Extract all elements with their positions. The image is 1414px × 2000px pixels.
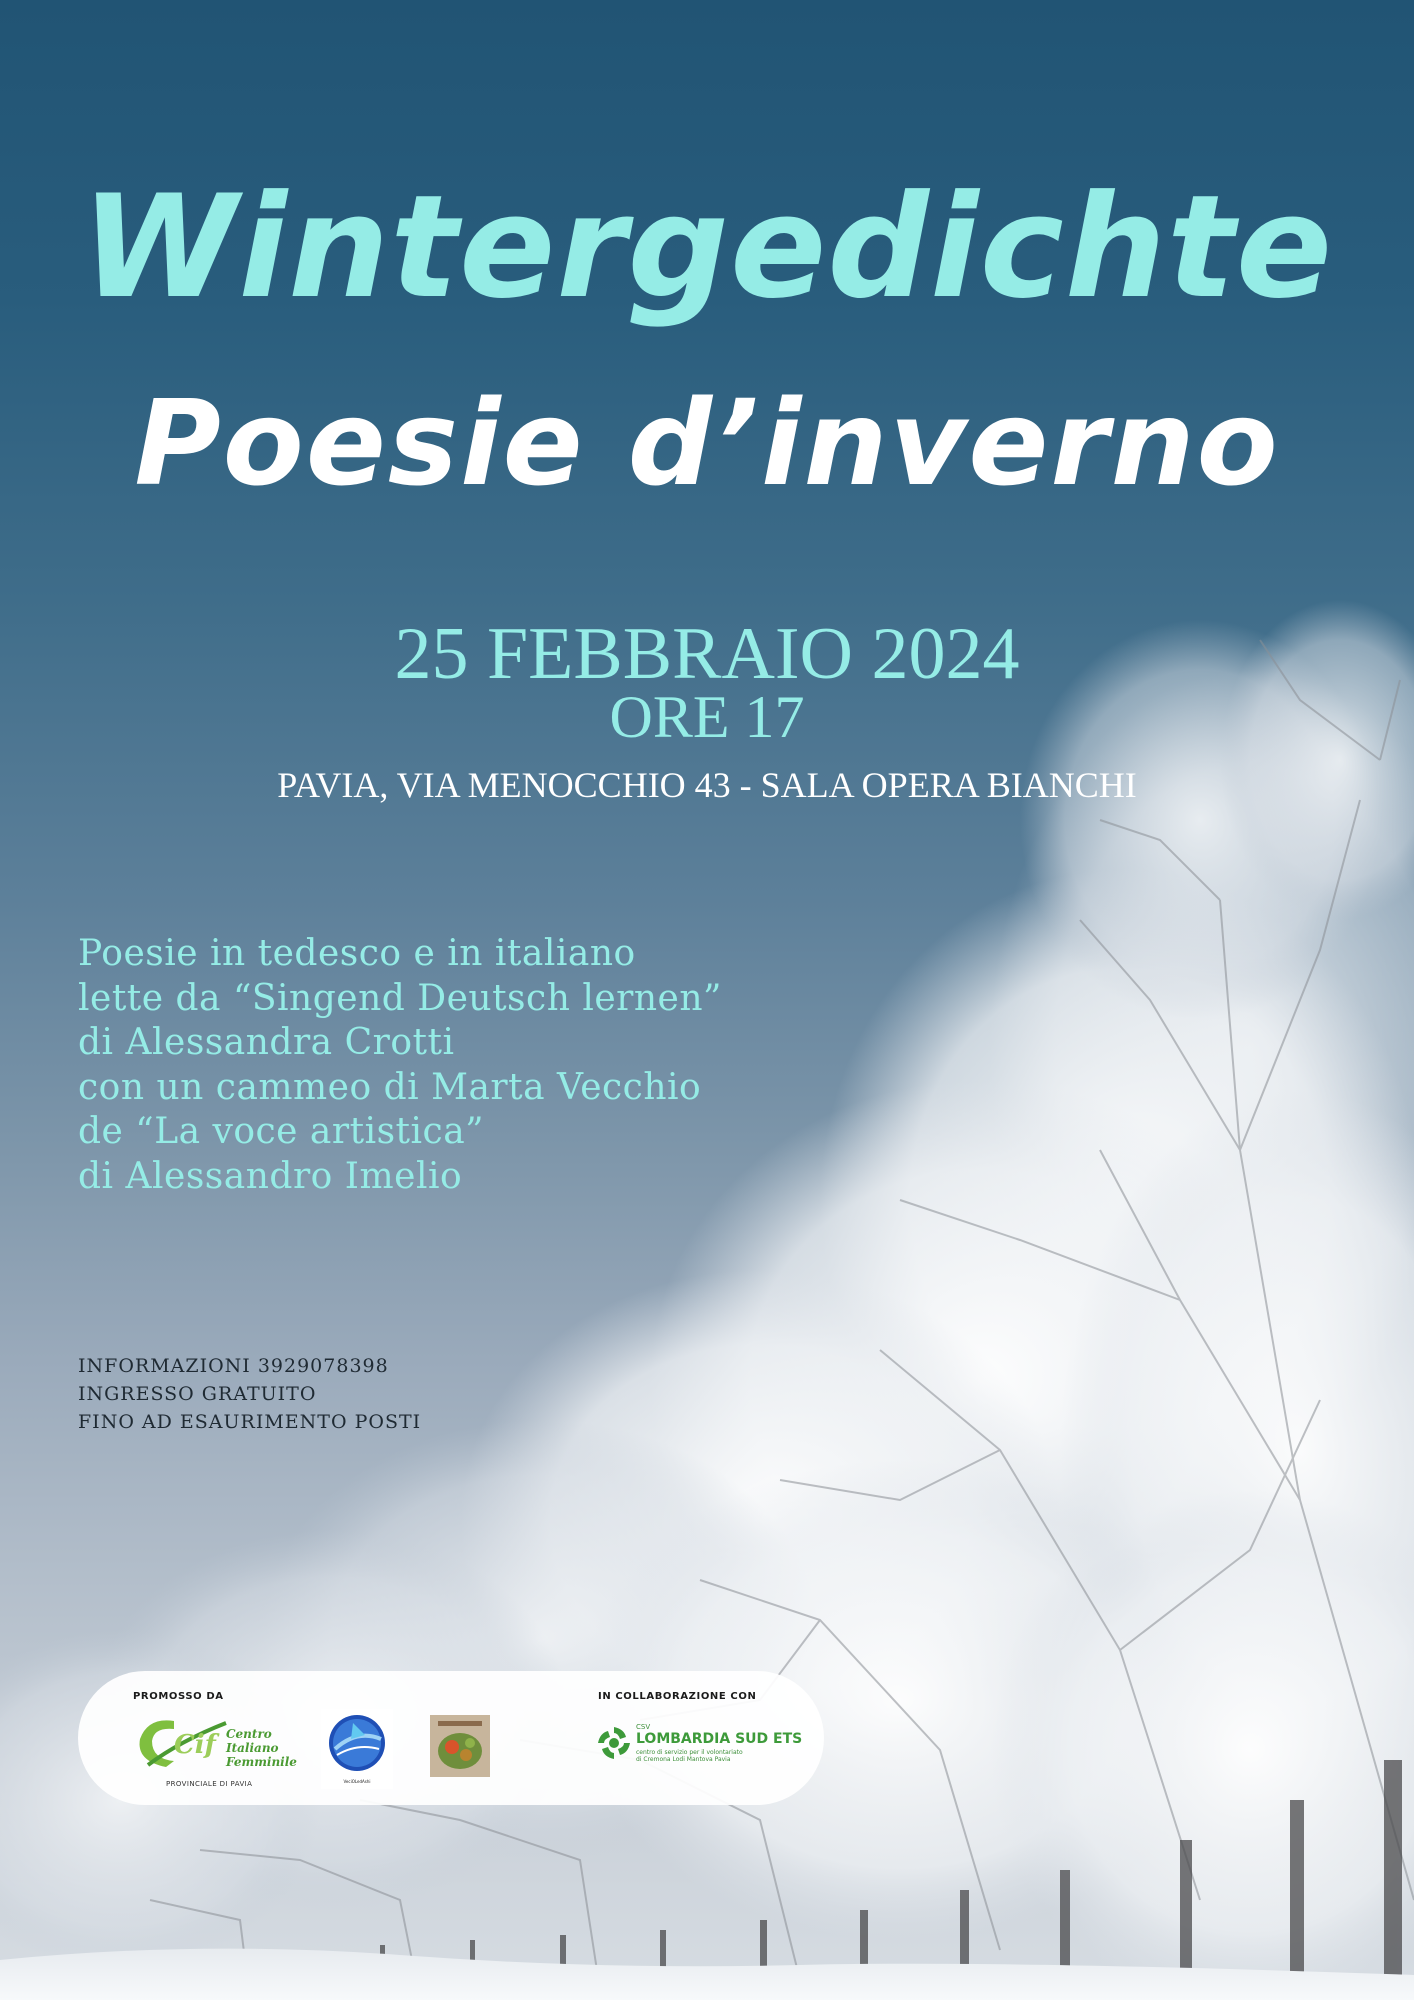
event-info [78, 1352, 538, 1436]
promoted-by-label: PROMOSSO DA [133, 1691, 224, 1702]
event-description [78, 932, 838, 1199]
event-location: PAVIA, VIA MENOCCHIO 43 - SALA OPERA BIANCHI [277, 765, 1137, 805]
title-italian: Poesie d’inverno [134, 374, 1280, 512]
csv-description: centro di servizio per il volontariato di Cremona Lodi Mantova Pavia [636, 1749, 743, 1763]
photo-logo-icon [430, 1715, 490, 1777]
description-line: di Alessandro Imelio [78, 1155, 463, 1197]
info-availability: FINO AD ESAURIMENTO POSTI [78, 1411, 422, 1433]
description-line: Poesie in tedesco e in italiano [78, 933, 636, 974]
event-time: ORE 17 [609, 684, 805, 750]
cif-mark-text: Cif [174, 1730, 216, 1760]
cif-logo [130, 1711, 297, 1791]
description-line: lette da “Singend Deutsch lernen” [78, 977, 722, 1019]
cif-mark-icon [130, 1711, 230, 1775]
voice-logo-caption: VeciOLedAshi [343, 1779, 371, 1784]
info-phone: INFORMAZIONI 3929078398 [78, 1355, 389, 1377]
csv-prefix: CSV [636, 1723, 651, 1731]
csv-name: LOMBARDIA SUD ETS [636, 1731, 803, 1747]
cif-name: Centro Italiano Femminile [226, 1727, 297, 1769]
csv-logo [596, 1721, 803, 1767]
sponsor-panel [78, 1671, 824, 1805]
voice-circle-icon [321, 1709, 393, 1781]
voice-circle-logo [321, 1709, 393, 1789]
description-line: con un cammeo di Marta Vecchio [78, 1066, 702, 1108]
title-german: Wintergedichte [80, 165, 1334, 330]
description-line: di Alessandra Crotti [78, 1022, 455, 1063]
info-free-entry: INGRESSO GRATUITO [78, 1383, 317, 1405]
cif-subtitle: PROVINCIALE DI PAVIA [166, 1780, 253, 1788]
collaboration-label: IN COLLABORAZIONE CON [598, 1691, 757, 1702]
photo-logo [430, 1715, 490, 1777]
event-date: 25 FEBBRAIO 2024 [394, 613, 1020, 695]
csv-spiral-icon [596, 1725, 632, 1761]
description-line: de “La voce artistica” [78, 1111, 485, 1152]
